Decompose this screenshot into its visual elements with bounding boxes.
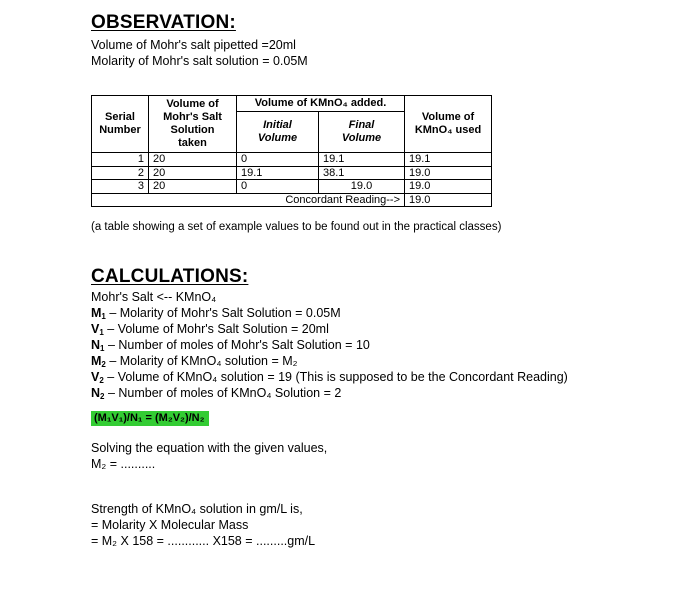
table-row	[92, 180, 492, 194]
def-text: – Number of moles of KMnO₄ Solution = 2	[104, 386, 342, 400]
solving-line: Solving the equation with the given values,	[91, 441, 328, 455]
cell-used: 19.0	[405, 180, 492, 194]
m2-result-line: M₂ = ..........	[91, 457, 156, 471]
header-kmno4-added: Volume of KMnO₄ added.	[237, 96, 405, 112]
cell-serial: 3	[92, 180, 149, 194]
def-subscript: 2	[100, 392, 105, 401]
def-subscript: 1	[100, 344, 105, 353]
cell-final: 19.1	[319, 153, 405, 167]
header-initial-l2: Volume	[257, 132, 298, 144]
header-initial-l1: Initial	[263, 119, 292, 131]
strength-line-2: = Molarity X Molecular Mass	[91, 518, 249, 532]
calculations-heading: CALCULATIONS:	[91, 266, 249, 287]
strength-line-3: = M₂ X 158 = ............ X158 = .........gm/L	[91, 534, 316, 548]
cell-initial: 0	[237, 153, 319, 167]
def-n2	[91, 386, 341, 402]
header-final-l1: Final	[348, 119, 375, 131]
table-row	[92, 153, 492, 167]
cell-final: 38.1	[319, 166, 405, 180]
header-vol-mohr-l3: Solution	[170, 124, 215, 136]
def-symbol: N	[91, 386, 101, 400]
observation-line-2: Molarity of Mohr's salt solution = 0.05M	[91, 54, 308, 68]
header-vol-mohr-l4: taken	[178, 137, 207, 149]
strength-title: Strength of KMnO₄ solution in gm/L is,	[91, 502, 303, 516]
header-final-l2: Volume	[341, 132, 382, 144]
def-text: – Molarity of KMnO₄ solution = M₂	[105, 354, 298, 368]
cell-initial: 0	[237, 180, 319, 194]
header-vol-mohr-l2: Mohr's Salt	[163, 111, 222, 123]
header-vol-used-l1: Volume of	[421, 111, 475, 123]
table-row	[92, 166, 492, 180]
def-subscript: 2	[99, 376, 104, 385]
cell-serial: 1	[92, 153, 149, 167]
def-symbol: M	[91, 306, 102, 320]
cell-empty	[92, 193, 149, 207]
equation-highlight: (M₁V₁)/N₁ = (M₂V₂)/N₂	[91, 411, 209, 426]
header-initial	[237, 112, 319, 153]
def-text: – Volume of Mohr's Salt Solution = 20ml	[103, 322, 329, 336]
cell-mohr: 20	[149, 180, 237, 194]
cell-used: 19.0	[405, 166, 492, 180]
def-subscript: 1	[101, 312, 106, 321]
equation-box	[91, 408, 209, 426]
def-v1	[91, 322, 329, 338]
def-subscript: 1	[99, 328, 104, 337]
cell-mohr: 20	[149, 166, 237, 180]
def-v2	[91, 370, 568, 386]
table-caption: (a table showing a set of example values to be found out in the practical classes)	[91, 221, 502, 233]
cell-serial: 2	[92, 166, 149, 180]
observation-table	[91, 95, 492, 207]
observation-line-1: Volume of Mohr's salt pipetted =20ml	[91, 38, 296, 52]
header-vol-used	[405, 96, 492, 153]
header-serial	[92, 96, 149, 153]
def-symbol: V	[91, 322, 100, 336]
table-concordant-row	[92, 193, 492, 207]
observation-heading: OBSERVATION:	[91, 12, 236, 33]
cell-used: 19.1	[405, 153, 492, 167]
def-n1	[91, 338, 370, 354]
def-symbol: M	[91, 354, 102, 368]
def-m2	[91, 354, 298, 370]
header-vol-mohr	[149, 96, 237, 153]
def-text: – Volume of KMnO₄ solution = 19 (This is supposed to be the Concordant Reading)	[103, 370, 568, 384]
table-header-row	[92, 96, 492, 112]
def-symbol: N	[91, 338, 101, 352]
cell-final: 19.0	[319, 180, 405, 194]
def-subscript: 2	[101, 360, 106, 369]
reaction-line: Mohr's Salt <-- KMnO₄	[91, 290, 217, 304]
header-vol-mohr-l1: Volume of	[166, 98, 219, 110]
header-serial-label: Serial Number	[99, 111, 141, 136]
header-final	[319, 112, 405, 153]
def-text: – Molarity of Mohr's Salt Solution = 0.05M	[105, 306, 341, 320]
header-vol-used-l2: KMnO₄ used	[414, 124, 482, 136]
def-m1	[91, 306, 341, 322]
concordant-value: 19.0	[405, 193, 492, 207]
def-symbol: V	[91, 370, 100, 384]
def-text: – Number of moles of Mohr's Salt Solution = 10	[104, 338, 370, 352]
concordant-label: Concordant Reading-->	[149, 193, 405, 207]
cell-mohr: 20	[149, 153, 237, 167]
cell-initial: 19.1	[237, 166, 319, 180]
